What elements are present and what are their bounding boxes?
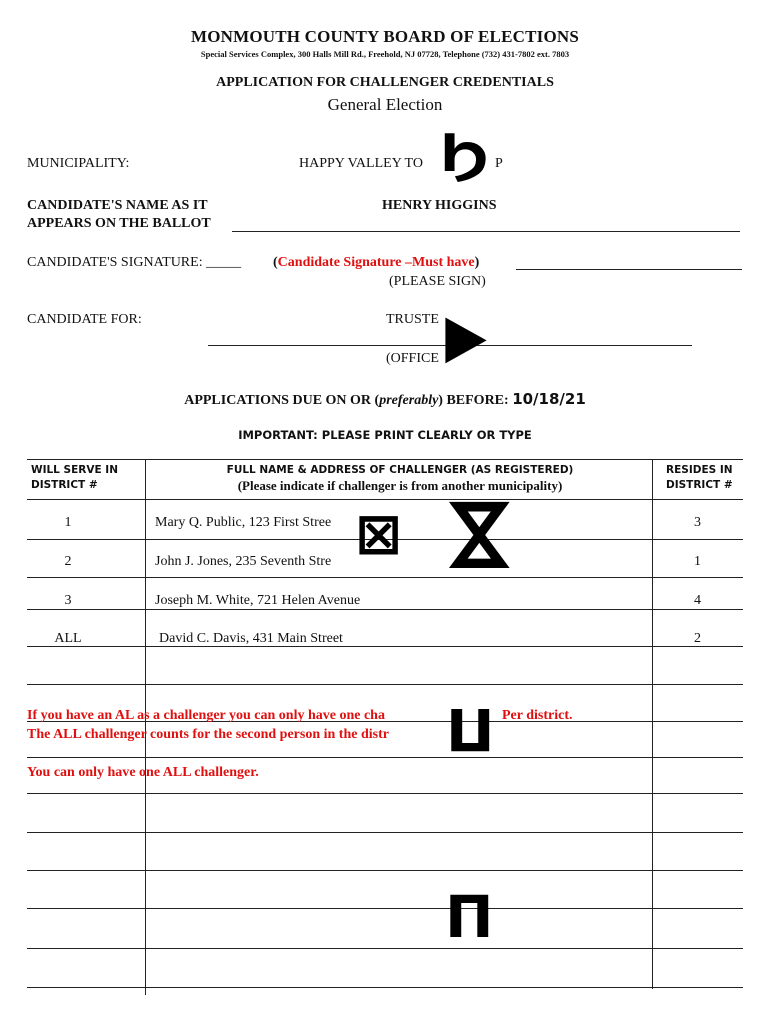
signature-field[interactable] bbox=[273, 255, 479, 271]
row-1-district[interactable]: 1 bbox=[64, 515, 72, 530]
board-address: Special Services Complex, 300 Halls Mill Rd., Freehold, NJ 07728, Telephone (732) 431-7802 ext. 7803 bbox=[200, 49, 570, 59]
col2-header-line2: (Please indicate if challenger is from another municipality) bbox=[237, 478, 563, 493]
row-4-name[interactable]: David C. Davis, 431 Main Street bbox=[159, 631, 343, 646]
signature-required-text: Candidate Signature –Must have bbox=[277, 255, 475, 270]
col-full-name-header bbox=[150, 463, 650, 494]
municipality-value[interactable]: HAPPY VALLEY TO bbox=[299, 156, 423, 171]
col1-header-line1: WILL SERVE IN bbox=[31, 464, 118, 476]
signature-line bbox=[516, 269, 742, 270]
municipality-label: MUNICIPALITY: bbox=[27, 156, 130, 171]
due-date: 10/18/21 bbox=[512, 390, 586, 408]
candidate-for-value[interactable]: TRUSTE bbox=[386, 312, 439, 327]
overlay-box-icon: ⊠ bbox=[355, 502, 402, 567]
row-1-resides[interactable]: 3 bbox=[694, 515, 701, 530]
note-line-2: The ALL challenger counts for the second person in the distr bbox=[27, 727, 389, 742]
election-type: General Election bbox=[327, 95, 443, 114]
table-header-rule bbox=[27, 499, 743, 500]
please-sign-note: (PLEASE SIGN) bbox=[389, 274, 486, 289]
table-top-rule bbox=[27, 459, 743, 460]
note-line-1 bbox=[27, 708, 385, 724]
col2-header-line1: FULL NAME & ADDRESS OF CHALLENGER (AS REGISTERED) bbox=[226, 464, 574, 476]
table-row-rule bbox=[27, 832, 743, 833]
note-3a: You can only hav bbox=[27, 765, 130, 780]
overlay-bowtie-icon: ⋈ bbox=[433, 493, 531, 577]
due-prefix: APPLICATIONS DUE ON OR ( bbox=[184, 393, 380, 408]
table-row-rule bbox=[27, 684, 743, 685]
candidate-name-line bbox=[232, 231, 740, 232]
important-note: IMPORTANT: PLEASE PRINT CLEARLY OR TYPE bbox=[238, 428, 532, 442]
row-3-resides[interactable]: 4 bbox=[694, 593, 701, 608]
overlay-glyph-icon: Ϧ bbox=[440, 124, 489, 184]
table-row-rule bbox=[27, 908, 743, 909]
table-row-rule bbox=[27, 577, 743, 578]
col-will-serve-header bbox=[31, 463, 118, 493]
signature-close: ) bbox=[474, 255, 480, 270]
due-suffix: ) BEFORE: bbox=[438, 393, 509, 408]
note-3b: e one ALL challenger. bbox=[129, 765, 259, 780]
candidate-for-label: CANDIDATE FOR: bbox=[27, 312, 142, 327]
col3-header-line2: DISTRICT # bbox=[666, 479, 733, 491]
board-title: MONMOUTH COUNTY BOARD OF ELECTIONS bbox=[190, 27, 580, 46]
table-row-rule bbox=[27, 987, 743, 988]
signature-open: ( bbox=[273, 255, 278, 270]
row-3-district[interactable]: 3 bbox=[64, 593, 72, 608]
signature-label: CANDIDATE'S SIGNATURE: _____ bbox=[27, 255, 242, 270]
col1-header-line2: DISTRICT # bbox=[31, 479, 98, 491]
play-arrow-icon: ▶ bbox=[445, 301, 487, 371]
table-row-rule bbox=[27, 757, 743, 758]
table-row-rule bbox=[27, 646, 743, 647]
row-2-name[interactable]: John J. Jones, 235 Seventh Stre bbox=[155, 554, 332, 569]
row-4-resides[interactable]: 2 bbox=[694, 631, 701, 646]
form-title: APPLICATION FOR CHALLENGER CREDENTIALS bbox=[216, 75, 554, 90]
candidate-name-label: CANDIDATE'S NAME AS IT bbox=[27, 198, 208, 213]
table-row-rule bbox=[27, 948, 743, 949]
col3-header-line1: RESIDES IN bbox=[666, 464, 733, 476]
row-2-district[interactable]: 2 bbox=[64, 554, 72, 569]
col-resides-header bbox=[666, 463, 733, 493]
municipality-value-end: P bbox=[495, 156, 503, 171]
row-4-district[interactable]: ALL bbox=[54, 631, 82, 646]
row-1-name[interactable]: Mary Q. Public, 123 First Stree bbox=[155, 515, 332, 530]
row-3-name[interactable]: Joseph M. White, 721 Helen Avenue bbox=[155, 593, 361, 608]
candidate-name-label-2: APPEARS ON THE BALLOT bbox=[27, 216, 211, 231]
table-row-rule bbox=[27, 793, 743, 794]
table-row-rule bbox=[27, 870, 743, 871]
overlay-pi-icon-2: Π bbox=[445, 883, 494, 951]
due-preferably: preferably bbox=[379, 393, 439, 408]
note-1a: If you have an A bbox=[27, 708, 126, 723]
note-1b: L as a challenger you can only have one cha bbox=[125, 708, 385, 723]
note-line-3 bbox=[27, 765, 259, 781]
table-row-rule bbox=[27, 609, 743, 610]
office-note: (OFFICE bbox=[386, 351, 439, 366]
note-line-1-end: Per district. bbox=[502, 708, 573, 723]
due-date-line bbox=[0, 390, 770, 409]
candidate-name-value[interactable]: HENRY HIGGINS bbox=[382, 198, 497, 213]
row-2-resides[interactable]: 1 bbox=[694, 554, 701, 569]
overlay-pi-icon: Π bbox=[446, 695, 495, 763]
